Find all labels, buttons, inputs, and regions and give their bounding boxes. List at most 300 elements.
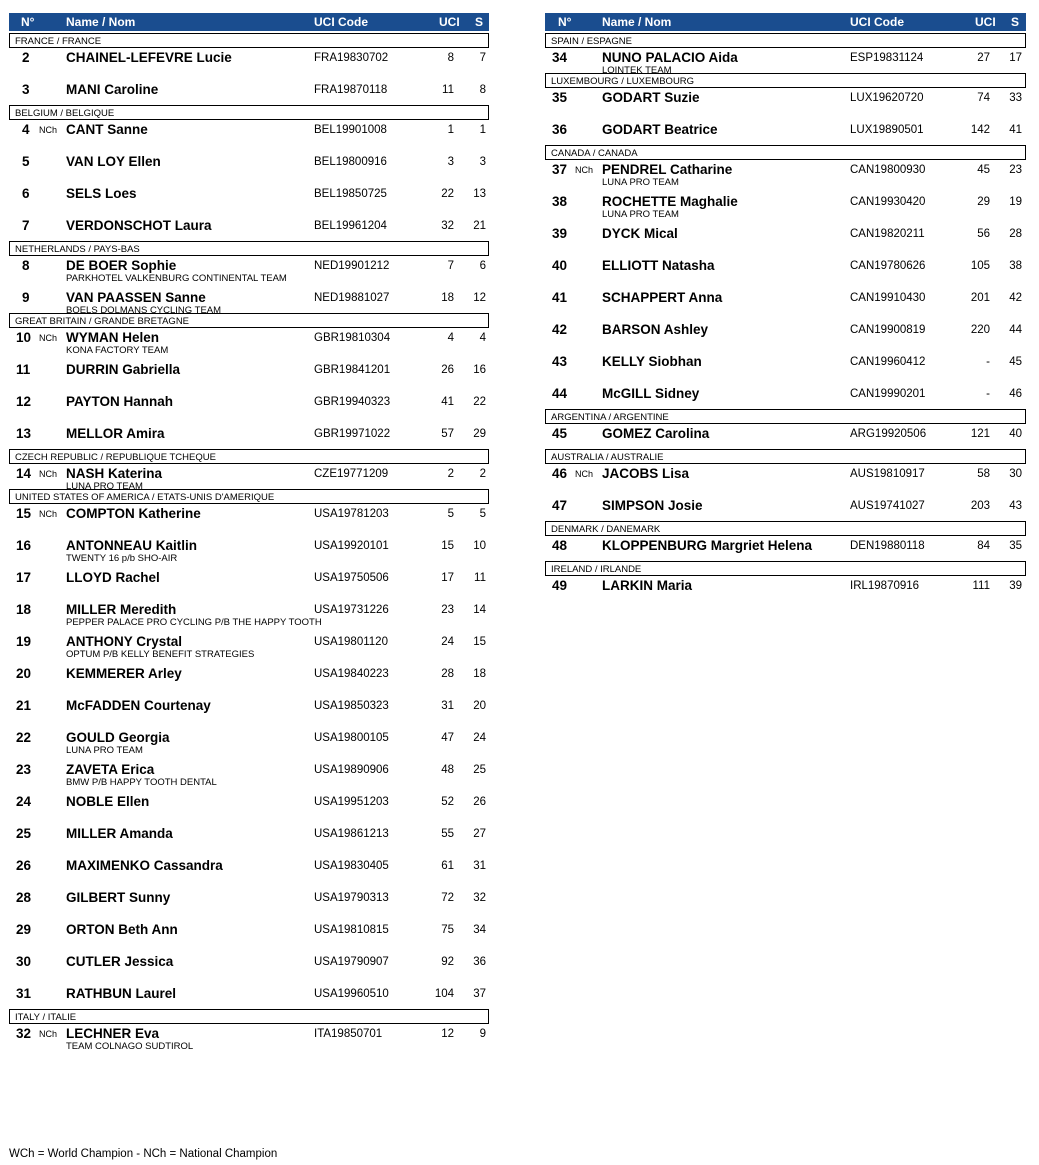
table-row: [545, 177, 1026, 220]
seed: 24: [473, 732, 486, 744]
uci-ranking: 4: [447, 332, 454, 344]
table-row: [9, 617, 489, 660]
table-row: [9, 464, 489, 492]
rider-name: MAXIMENKO Cassandra: [66, 858, 223, 873]
uci-ranking: -: [986, 388, 990, 400]
seed: 39: [1009, 580, 1022, 592]
seed: 10: [473, 540, 486, 552]
rider-name: NOBLE Ellen: [66, 794, 150, 809]
national-champion-badge: NCh: [39, 1029, 58, 1039]
rider-name: GILBERT Sunny: [66, 890, 171, 905]
rider-number: 9: [22, 290, 30, 305]
uci-code: CAN19820211: [850, 228, 925, 240]
uci-code: USA19951203: [314, 796, 389, 808]
national-champion-badge: NCh: [39, 333, 58, 343]
table-row: [9, 716, 489, 756]
uci-ranking: 105: [970, 260, 990, 272]
rider-number: 37: [552, 162, 568, 177]
rider-name: ZAVETA Erica: [66, 762, 155, 777]
seed: 5: [479, 508, 486, 520]
rider-name: CHAINEL-LEFEVRE Lucie: [66, 50, 232, 65]
uci-ranking: 47: [441, 732, 454, 744]
uci-code: DEN19880118: [850, 540, 925, 552]
seed: 35: [1009, 540, 1022, 552]
uci-ranking: 58: [977, 468, 990, 480]
seed: 46: [1009, 388, 1022, 400]
rider-number: 31: [16, 986, 32, 1001]
rider-number: 40: [552, 258, 568, 273]
right-column: [545, 13, 1026, 596]
uci-ranking: 57: [441, 428, 454, 440]
seed: 34: [473, 924, 486, 936]
rider-name: ORTON Beth Ann: [66, 922, 178, 937]
rider-name: DYCK Mical: [602, 226, 678, 241]
rider-number: 43: [552, 354, 568, 369]
rider-name: NASH Katerina: [66, 466, 163, 481]
uci-code: USA19960510: [314, 988, 389, 1000]
seed: 6: [479, 260, 486, 272]
uci-code: CAN19960412: [850, 356, 926, 368]
rider-number: 12: [16, 394, 32, 409]
uci-code: AUS19741027: [850, 500, 925, 512]
seed: 37: [473, 988, 486, 1000]
rider-name: WYMAN Helen: [66, 330, 160, 345]
rider-number: 38: [552, 194, 568, 209]
table-row: [9, 777, 489, 812]
seed: 15: [473, 636, 486, 648]
table-row: [545, 276, 1026, 308]
header-code: UCI Code: [850, 15, 904, 29]
table-row: [545, 209, 1026, 244]
rider-name: RATHBUN Laurel: [66, 986, 177, 1001]
seed: 38: [1009, 260, 1022, 272]
seed: 16: [473, 364, 486, 376]
uci-ranking: 31: [441, 700, 454, 712]
rider-name: NUNO PALACIO Aida: [602, 50, 738, 65]
uci-ranking: 32: [441, 220, 454, 232]
uci-code: USA19800105: [314, 732, 389, 744]
uci-ranking: 75: [441, 924, 454, 936]
uci-ranking: 45: [977, 164, 990, 176]
rider-number: 10: [16, 330, 32, 345]
seed: 14: [473, 604, 486, 616]
uci-code: IRL19870916: [850, 580, 920, 592]
uci-ranking: 1: [447, 124, 454, 136]
seed: 28: [1009, 228, 1022, 240]
team-name: BOELS DOLMANS CYCLING TEAM: [66, 305, 222, 316]
uci-code: USA19850323: [314, 700, 389, 712]
table-row: [545, 308, 1026, 340]
seed: 33: [1009, 92, 1022, 104]
uci-ranking: 5: [447, 508, 454, 520]
uci-ranking: 8: [447, 52, 454, 64]
uci-code: GBR19971022: [314, 428, 391, 440]
uci-ranking: 11: [442, 84, 454, 96]
table-row: [9, 412, 489, 444]
seed: 19: [1009, 196, 1022, 208]
table-row: [9, 524, 489, 564]
rider-name: DE BOER Sophie: [66, 258, 177, 273]
legend-note: WCh = World Champion - NCh = National Champion: [9, 1148, 278, 1160]
team-name: LUNA PRO TEAM: [66, 481, 143, 492]
seed: 31: [473, 860, 486, 872]
rider-name: McFADDEN Courtenay: [66, 698, 211, 713]
rider-number: 47: [552, 498, 568, 513]
uci-code: USA19840223: [314, 668, 389, 680]
rider-name: CUTLER Jessica: [66, 954, 174, 969]
seed: 2: [479, 468, 486, 480]
uci-code: GBR19810304: [314, 332, 391, 344]
uci-ranking: 142: [970, 124, 990, 136]
rider-number: 22: [16, 730, 32, 745]
rider-number: 2: [22, 50, 30, 65]
uci-ranking: 29: [977, 196, 990, 208]
table-header: [545, 13, 1026, 31]
uci-ranking: 72: [441, 892, 454, 904]
table-row: [545, 576, 1026, 596]
rider-name: COMPTON Katherine: [66, 506, 201, 521]
seed: 4: [479, 332, 486, 344]
rider-name: SELS Loes: [66, 186, 137, 201]
rider-name: McGILL Sidney: [602, 386, 700, 401]
header-name: Name / Nom: [66, 15, 136, 29]
table-row: [9, 204, 489, 236]
team-name: OPTUM P/B KELLY BENEFIT STRATEGIES: [66, 649, 255, 660]
team-name: LUNA PRO TEAM: [602, 177, 679, 188]
rider-number: 41: [552, 290, 568, 305]
header-uci: UCI: [975, 15, 996, 29]
table-row: [9, 256, 489, 284]
table-row: [9, 345, 489, 380]
uci-ranking: 2: [447, 468, 454, 480]
uci-code: ITA19850701: [314, 1028, 383, 1040]
national-champion-badge: NCh: [575, 469, 594, 479]
table-row: [9, 972, 489, 1004]
rider-name: LARKIN Maria: [602, 578, 693, 593]
uci-ranking: 203: [970, 500, 990, 512]
national-champion-badge: NCh: [575, 165, 594, 175]
country-header: IRELAND / IRLANDE: [545, 561, 1026, 576]
country-header: AUSTRALIA / AUSTRALIE: [545, 449, 1026, 464]
rider-name: GOULD Georgia: [66, 730, 170, 745]
rider-number: 34: [552, 50, 568, 65]
country-header: ARGENTINA / ARGENTINE: [545, 409, 1026, 424]
seed: 40: [1009, 428, 1022, 440]
rider-name: JACOBS Lisa: [602, 466, 690, 481]
seed: 12: [473, 292, 486, 304]
uci-code: GBR19841201: [314, 364, 391, 376]
table-row: [545, 484, 1026, 516]
seed: 13: [473, 188, 486, 200]
table-row: [545, 88, 1026, 108]
uci-code: USA19750506: [314, 572, 389, 584]
rider-number: 28: [16, 890, 32, 905]
national-champion-badge: NCh: [39, 509, 58, 519]
table-row: [545, 372, 1026, 404]
left-column: [9, 13, 489, 1052]
country-header: UNITED STATES OF AMERICA / ETATS-UNIS D'AMERIQUE: [9, 489, 489, 504]
rider-number: 42: [552, 322, 568, 337]
rider-name: PENDREL Catharine: [602, 162, 733, 177]
uci-code: USA19790907: [314, 956, 389, 968]
rider-number: 18: [16, 602, 32, 617]
uci-ranking: -: [986, 356, 990, 368]
table-header: [9, 13, 489, 31]
table-row: [9, 745, 489, 788]
seed: 32: [473, 892, 486, 904]
uci-ranking: 104: [434, 988, 454, 1000]
table-row: [9, 876, 489, 908]
header-s: S: [475, 15, 484, 29]
uci-ranking: 52: [441, 796, 454, 808]
uci-ranking: 15: [441, 540, 454, 552]
table-row: [9, 940, 489, 972]
country-header: CANADA / CANADA: [545, 145, 1026, 160]
uci-code: USA19781203: [314, 508, 389, 520]
uci-code: USA19810815: [314, 924, 389, 936]
rider-number: 6: [22, 186, 30, 201]
rider-number: 7: [22, 218, 30, 233]
uci-ranking: 92: [441, 956, 454, 968]
rider-name: CANT Sanne: [66, 122, 148, 137]
table-row: [9, 504, 489, 524]
uci-code: CAN19930420: [850, 196, 926, 208]
table-row: [545, 160, 1026, 188]
uci-ranking: 41: [441, 396, 454, 408]
country-header: ITALY / ITALIE: [9, 1009, 489, 1024]
header-s: S: [1011, 15, 1020, 29]
rider-number: 4: [22, 122, 30, 137]
team-name: PEPPER PALACE PRO CYCLING P/B THE HAPPY TOOTH: [66, 617, 322, 628]
team-name: LUNA PRO TEAM: [602, 209, 679, 220]
seed: 20: [473, 700, 486, 712]
seed: 18: [473, 668, 486, 680]
table-row: [9, 68, 489, 100]
rider-number: 35: [552, 90, 568, 105]
rider-number: 24: [16, 794, 32, 809]
rider-number: 39: [552, 226, 568, 241]
national-champion-badge: NCh: [39, 125, 58, 135]
rider-number: 44: [552, 386, 568, 401]
uci-ranking: 220: [970, 324, 990, 336]
uci-code: BEL19850725: [314, 188, 387, 200]
header-no: N°: [558, 15, 572, 29]
seed: 30: [1009, 468, 1022, 480]
seed: 29: [473, 428, 486, 440]
uci-code: USA19731226: [314, 604, 389, 616]
header-code: UCI Code: [314, 15, 368, 29]
seed: 36: [473, 956, 486, 968]
rider-name: MILLER Amanda: [66, 826, 173, 841]
uci-code: BEL19961204: [314, 220, 387, 232]
uci-code: FRA19830702: [314, 52, 389, 64]
table-row: [9, 120, 489, 140]
seed: 22: [473, 396, 486, 408]
rider-number: 8: [22, 258, 30, 273]
team-name: PARKHOTEL VALKENBURG CONTINENTAL TEAM: [66, 273, 287, 284]
uci-ranking: 201: [970, 292, 990, 304]
uci-ranking: 48: [441, 764, 454, 776]
rider-name: MANI Caroline: [66, 82, 159, 97]
uci-ranking: 3: [447, 156, 454, 168]
rider-name: LLOYD Rachel: [66, 570, 160, 585]
rider-name: VAN PAASSEN Sanne: [66, 290, 206, 305]
rider-number: 29: [16, 922, 32, 937]
country-header: GREAT BRITAIN / GRANDE BRETAGNE: [9, 313, 489, 328]
seed: 21: [473, 220, 486, 232]
seed: 26: [473, 796, 486, 808]
uci-code: LUX19890501: [850, 124, 924, 136]
seed: 3: [479, 156, 486, 168]
country-header: NETHERLANDS / PAYS-BAS: [9, 241, 489, 256]
rider-number: 32: [16, 1026, 32, 1041]
table-row: [9, 380, 489, 412]
uci-ranking: 22: [441, 188, 454, 200]
seed: 42: [1009, 292, 1022, 304]
uci-ranking: 121: [970, 428, 990, 440]
country-header: FRANCE / FRANCE: [9, 33, 489, 48]
uci-ranking: 26: [441, 364, 454, 376]
rider-number: 25: [16, 826, 32, 841]
team-name: LUNA PRO TEAM: [66, 745, 143, 756]
rider-number: 14: [16, 466, 32, 481]
rider-name: SCHAPPERT Anna: [602, 290, 723, 305]
uci-code: USA19830405: [314, 860, 389, 872]
seed: 1: [479, 124, 486, 136]
uci-code: USA19920101: [314, 540, 389, 552]
rider-name: KELLY Siobhan: [602, 354, 702, 369]
uci-code: CZE19771209: [314, 468, 389, 480]
rider-name: KEMMERER Arley: [66, 666, 182, 681]
team-name: BMW P/B HAPPY TOOTH DENTAL: [66, 777, 217, 788]
rider-name: MELLOR Amira: [66, 426, 165, 441]
rider-name: KLOPPENBURG Margriet Helena: [602, 538, 813, 553]
uci-code: CAN19800930: [850, 164, 926, 176]
uci-code: CAN19780626: [850, 260, 926, 272]
uci-code: LUX19620720: [850, 92, 924, 104]
table-row: [9, 649, 489, 684]
table-row: [9, 684, 489, 716]
rider-number: 23: [16, 762, 32, 777]
country-header: CZECH REPUBLIC / REPUBLIQUE TCHEQUE: [9, 449, 489, 464]
uci-ranking: 28: [441, 668, 454, 680]
team-name: KONA FACTORY TEAM: [66, 345, 169, 356]
seed: 17: [1009, 52, 1022, 64]
uci-code: CAN19990201: [850, 388, 926, 400]
table-row: [9, 588, 489, 628]
rider-number: 5: [22, 154, 30, 169]
table-row: [9, 553, 489, 588]
rider-name: BARSON Ashley: [602, 322, 709, 337]
uci-ranking: 111: [972, 580, 990, 592]
uci-ranking: 17: [441, 572, 454, 584]
uci-code: ARG19920506: [850, 428, 927, 440]
national-champion-badge: NCh: [39, 469, 58, 479]
uci-ranking: 23: [441, 604, 454, 616]
rider-number: 49: [552, 578, 568, 593]
rider-name: SIMPSON Josie: [602, 498, 703, 513]
table-row: [9, 844, 489, 876]
rider-number: 48: [552, 538, 568, 553]
uci-code: CAN19900819: [850, 324, 926, 336]
left-table-body: [9, 33, 489, 1052]
table-row: [9, 48, 489, 68]
seed: 8: [479, 84, 486, 96]
right-table-body: [545, 33, 1026, 596]
rider-number: 21: [16, 698, 32, 713]
rider-number: 13: [16, 426, 32, 441]
country-header: SPAIN / ESPAGNE: [545, 33, 1026, 48]
header-name: Name / Nom: [602, 15, 672, 29]
rider-name: GOMEZ Carolina: [602, 426, 710, 441]
rider-name: ANTONNEAU Kaitlin: [66, 538, 198, 553]
uci-ranking: 7: [447, 260, 454, 272]
table-row: [545, 464, 1026, 484]
uci-code: ESP19831124: [850, 52, 924, 64]
uci-code: USA19861213: [314, 828, 389, 840]
uci-ranking: 61: [441, 860, 454, 872]
uci-ranking: 74: [977, 92, 990, 104]
rider-number: 46: [552, 466, 568, 481]
uci-ranking: 55: [441, 828, 454, 840]
table-row: [545, 108, 1026, 140]
rider-number: 17: [16, 570, 32, 585]
table-row: [545, 424, 1026, 444]
uci-code: AUS19810917: [850, 468, 925, 480]
table-row: [545, 536, 1026, 556]
seed: 41: [1009, 124, 1022, 136]
seed: 25: [473, 764, 486, 776]
table-row: [9, 908, 489, 940]
uci-code: FRA19870118: [314, 84, 388, 96]
rider-number: 15: [16, 506, 32, 521]
table-row: [9, 328, 489, 356]
table-row: [9, 140, 489, 172]
rider-number: 30: [16, 954, 32, 969]
table-row: [545, 244, 1026, 276]
rider-number: 3: [22, 82, 30, 97]
team-name: LOINTEK TEAM: [602, 65, 672, 76]
uci-code: USA19790313: [314, 892, 389, 904]
seed: 23: [1009, 164, 1022, 176]
uci-code: CAN19910430: [850, 292, 926, 304]
country-header: DENMARK / DANEMARK: [545, 521, 1026, 536]
uci-code: NED19901212: [314, 260, 390, 272]
rider-name: ROCHETTE Maghalie: [602, 194, 738, 209]
header-uci: UCI: [439, 15, 460, 29]
seed: 7: [479, 52, 486, 64]
rider-name: ELLIOTT Natasha: [602, 258, 715, 273]
uci-ranking: 84: [977, 540, 990, 552]
rider-name: GODART Beatrice: [602, 122, 718, 137]
uci-code: NED19881027: [314, 292, 390, 304]
rider-number: 19: [16, 634, 32, 649]
uci-ranking: 12: [441, 1028, 454, 1040]
uci-code: BEL19800916: [314, 156, 387, 168]
rider-number: 36: [552, 122, 568, 137]
table-row: [9, 172, 489, 204]
uci-ranking: 27: [977, 52, 990, 64]
rider-name: LECHNER Eva: [66, 1026, 160, 1041]
team-name: TWENTY 16 p/b SHO-AIR: [66, 553, 178, 564]
team-name: TEAM COLNAGO SUDTIROL: [66, 1041, 194, 1052]
rider-name: MILLER Meredith: [66, 602, 177, 617]
rider-number: 26: [16, 858, 32, 873]
table-row: [545, 340, 1026, 372]
uci-code: USA19801120: [314, 636, 388, 648]
uci-code: BEL19901008: [314, 124, 387, 136]
table-row: [9, 1024, 489, 1052]
